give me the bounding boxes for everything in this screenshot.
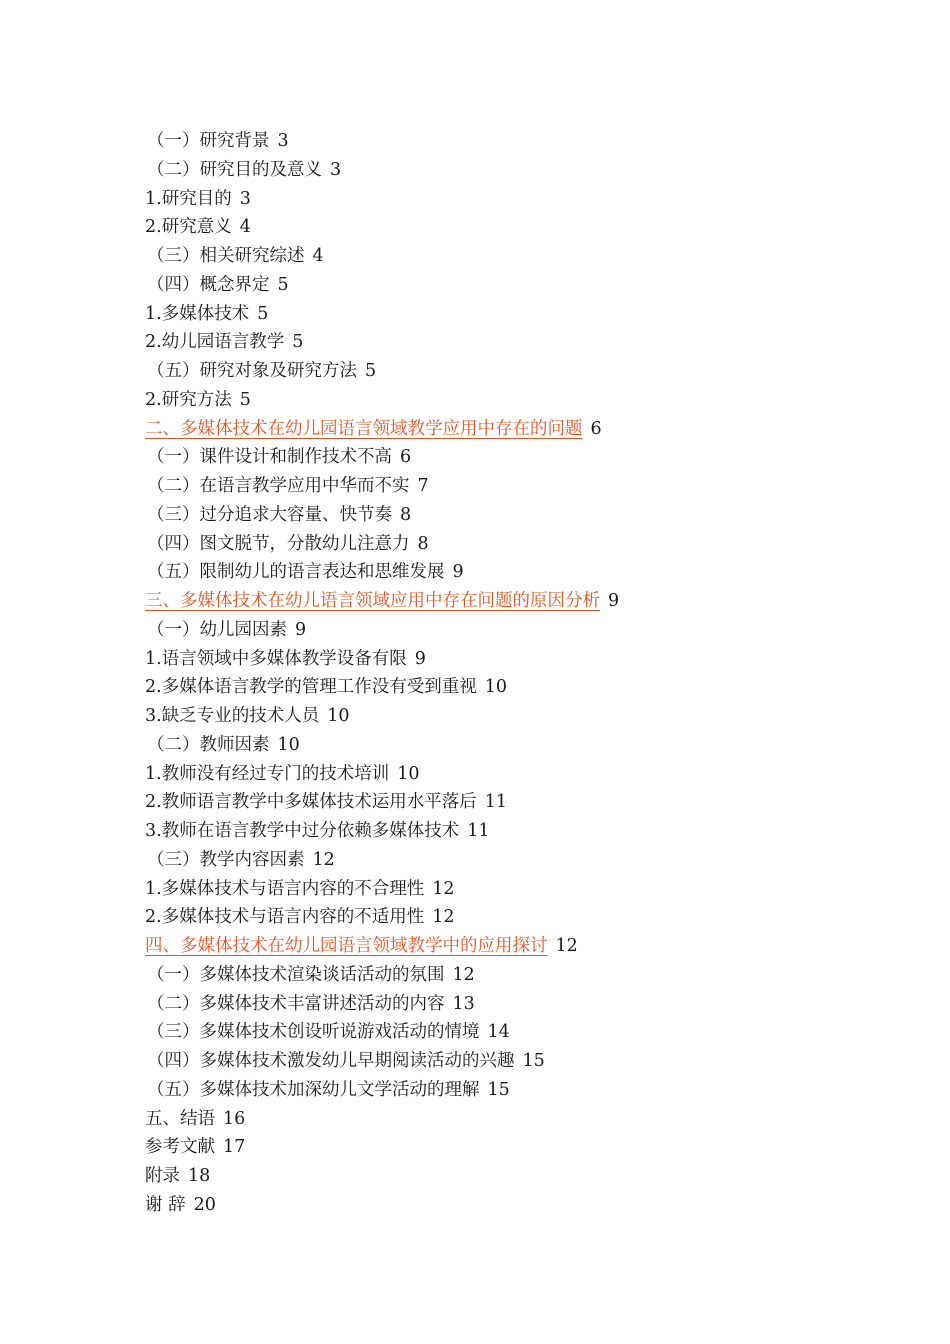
- table-of-contents: [145, 127, 905, 1220]
- toc-heading-link[interactable]: 二、多媒体技术在幼儿园语言领域教学应用中存在的问题: [145, 418, 583, 439]
- toc-entry-title: 2.多媒体语言教学的管理工作没有受到重视: [145, 677, 477, 698]
- toc-entry: [145, 760, 905, 789]
- toc-entry-title: （三）多媒体技术创设听说游戏活动的情境: [147, 1022, 480, 1043]
- toc-heading-link-entry[interactable]: [145, 587, 905, 616]
- toc-page-number: 11: [467, 821, 490, 841]
- toc-page-number: 11: [484, 792, 507, 813]
- toc-entry: [145, 1047, 905, 1076]
- toc-entry: [145, 673, 905, 702]
- toc-page-number: 12: [432, 878, 455, 899]
- toc-page-number: 3: [330, 159, 342, 180]
- toc-entry: [145, 1105, 905, 1134]
- toc-page-number: 13: [452, 993, 475, 1014]
- toc-entry-title: （一）幼儿园因素: [147, 619, 287, 640]
- toc-entry-title: （三）相关研究综述: [147, 246, 305, 266]
- toc-entry-title: （一）多媒体技术渲染谈话活动的氛围: [147, 964, 445, 985]
- toc-page-number: 8: [400, 504, 412, 525]
- toc-entry: [145, 357, 905, 386]
- toc-page-number: 15: [522, 1051, 545, 1071]
- toc-page-number: 12: [312, 849, 335, 870]
- toc-entry: [145, 1133, 905, 1162]
- toc-entry-title: 1.多媒体技术与语言内容的不合理性: [145, 878, 425, 899]
- toc-entry: [145, 1191, 905, 1220]
- toc-page-number: 9: [452, 562, 464, 583]
- toc-entry: [145, 645, 905, 674]
- toc-heading-link-entry[interactable]: [145, 932, 905, 961]
- toc-page-number: 3: [277, 131, 289, 151]
- toc-entry-title: 2.研究方法: [145, 389, 232, 410]
- toc-entry: [145, 702, 905, 731]
- toc-entry: [145, 213, 905, 242]
- toc-entry: [145, 875, 905, 904]
- toc-entry: [145, 817, 905, 846]
- toc-entry-title: （五）研究对象及研究方法: [147, 361, 357, 381]
- toc-page-number: 9: [414, 648, 426, 669]
- toc-entry-title: 2.教师语言教学中多媒体技术运用水平落后: [145, 792, 477, 813]
- toc-entry: [145, 990, 905, 1019]
- toc-entry-title: （三）过分追求大容量、快节奏: [147, 504, 392, 525]
- toc-entry-title: 2.研究意义: [145, 217, 232, 238]
- toc-entry: [145, 788, 905, 817]
- toc-entry-title: 附录: [145, 1166, 180, 1186]
- toc-entry: [145, 846, 905, 875]
- toc-entry: [145, 731, 905, 760]
- toc-entry: [145, 300, 905, 329]
- toc-entry-title: 1.多媒体技术: [145, 303, 250, 324]
- toc-entry-title: （一）课件设计和制作技术不高: [147, 447, 392, 468]
- toc-entry-title: （四）图文脱节，分散幼儿注意力: [147, 533, 410, 554]
- toc-entry: [145, 903, 905, 932]
- toc-entry-title: （二）在语言教学应用中华而不实: [147, 476, 410, 496]
- toc-entry-title: 1.研究目的: [145, 188, 232, 209]
- toc-page-number: 10: [327, 706, 350, 726]
- toc-page-number: 5: [277, 274, 289, 295]
- toc-entry: [145, 530, 905, 559]
- toc-entry: [145, 443, 905, 472]
- toc-entry: [145, 242, 905, 271]
- toc-entry: [145, 472, 905, 501]
- toc-page-number: 9: [295, 619, 307, 640]
- toc-page-number: 3: [239, 188, 251, 209]
- toc-entry-title: （四）概念界定: [147, 274, 270, 295]
- toc-page-number: 8: [417, 533, 429, 554]
- toc-entry-title: 参考文献: [145, 1137, 215, 1158]
- toc-page-number: 15: [487, 1079, 510, 1100]
- toc-entry: [145, 185, 905, 214]
- toc-entry: [145, 1018, 905, 1047]
- toc-entry: [145, 127, 905, 156]
- toc-page-number: 20: [193, 1194, 216, 1215]
- toc-entry-title: 1.教师没有经过专门的技术培训: [145, 763, 390, 784]
- toc-entry: [145, 616, 905, 645]
- toc-entry-title: （二）研究目的及意义: [147, 159, 322, 180]
- toc-page-number: 5: [257, 303, 269, 324]
- toc-heading-link[interactable]: 四、多媒体技术在幼儿园语言领域教学中的应用探讨: [145, 936, 548, 956]
- toc-entry-title: 3.缺乏专业的技术人员: [145, 706, 320, 726]
- toc-page-number: 14: [487, 1022, 510, 1043]
- toc-heading-link-entry[interactable]: [145, 415, 905, 444]
- toc-entry: [145, 501, 905, 530]
- toc-page-number: 6: [590, 418, 602, 439]
- toc-entry-title: 2.幼儿园语言教学: [145, 332, 285, 353]
- toc-page-number: 12: [555, 936, 578, 956]
- toc-entry: [145, 386, 905, 415]
- toc-entry: [145, 328, 905, 357]
- toc-page-number: 5: [365, 361, 377, 381]
- toc-page-number: 16: [223, 1108, 246, 1129]
- toc-entry-title: （二）多媒体技术丰富讲述活动的内容: [147, 993, 445, 1014]
- toc-entry: [145, 1076, 905, 1105]
- toc-page-number: 9: [608, 591, 620, 611]
- toc-page-number: 10: [277, 734, 300, 755]
- toc-entry-title: （四）多媒体技术激发幼儿早期阅读活动的兴趣: [147, 1051, 515, 1071]
- toc-page-number: 6: [400, 447, 412, 468]
- toc-entry-title: （一）研究背景: [147, 131, 270, 151]
- toc-heading-link[interactable]: 三、多媒体技术在幼儿语言领域应用中存在问题的原因分析: [145, 591, 600, 611]
- toc-entry-title: （五）多媒体技术加深幼儿文学活动的理解: [147, 1079, 480, 1100]
- toc-page-number: 5: [292, 332, 304, 353]
- toc-entry-title: 谢 辞: [145, 1194, 186, 1215]
- toc-entry-title: （五）限制幼儿的语言表达和思维发展: [147, 562, 445, 583]
- toc-entry: [145, 961, 905, 990]
- toc-page-number: 12: [452, 964, 475, 985]
- toc-page-number: 18: [188, 1166, 211, 1186]
- toc-entry: [145, 1162, 905, 1191]
- toc-entry-title: （二）教师因素: [147, 734, 270, 755]
- toc-entry: [145, 156, 905, 185]
- toc-entry-title: 五、结语: [145, 1108, 215, 1129]
- toc-page-number: 4: [239, 217, 251, 238]
- toc-entry: [145, 271, 905, 300]
- toc-entry: [145, 558, 905, 587]
- toc-page-number: 7: [417, 476, 429, 496]
- toc-entry-title: （三）教学内容因素: [147, 849, 305, 870]
- toc-page-number: 10: [484, 677, 507, 698]
- toc-page-number: 4: [312, 246, 324, 266]
- toc-page-number: 17: [223, 1137, 246, 1158]
- toc-entry-title: 1.语言领域中多媒体教学设备有限: [145, 648, 407, 669]
- toc-entry-title: 3.教师在语言教学中过分依赖多媒体技术: [145, 821, 460, 841]
- toc-entry-title: 2.多媒体技术与语言内容的不适用性: [145, 907, 425, 928]
- toc-page-number: 5: [239, 389, 251, 410]
- toc-page-number: 10: [397, 763, 420, 784]
- toc-page-number: 12: [432, 907, 455, 928]
